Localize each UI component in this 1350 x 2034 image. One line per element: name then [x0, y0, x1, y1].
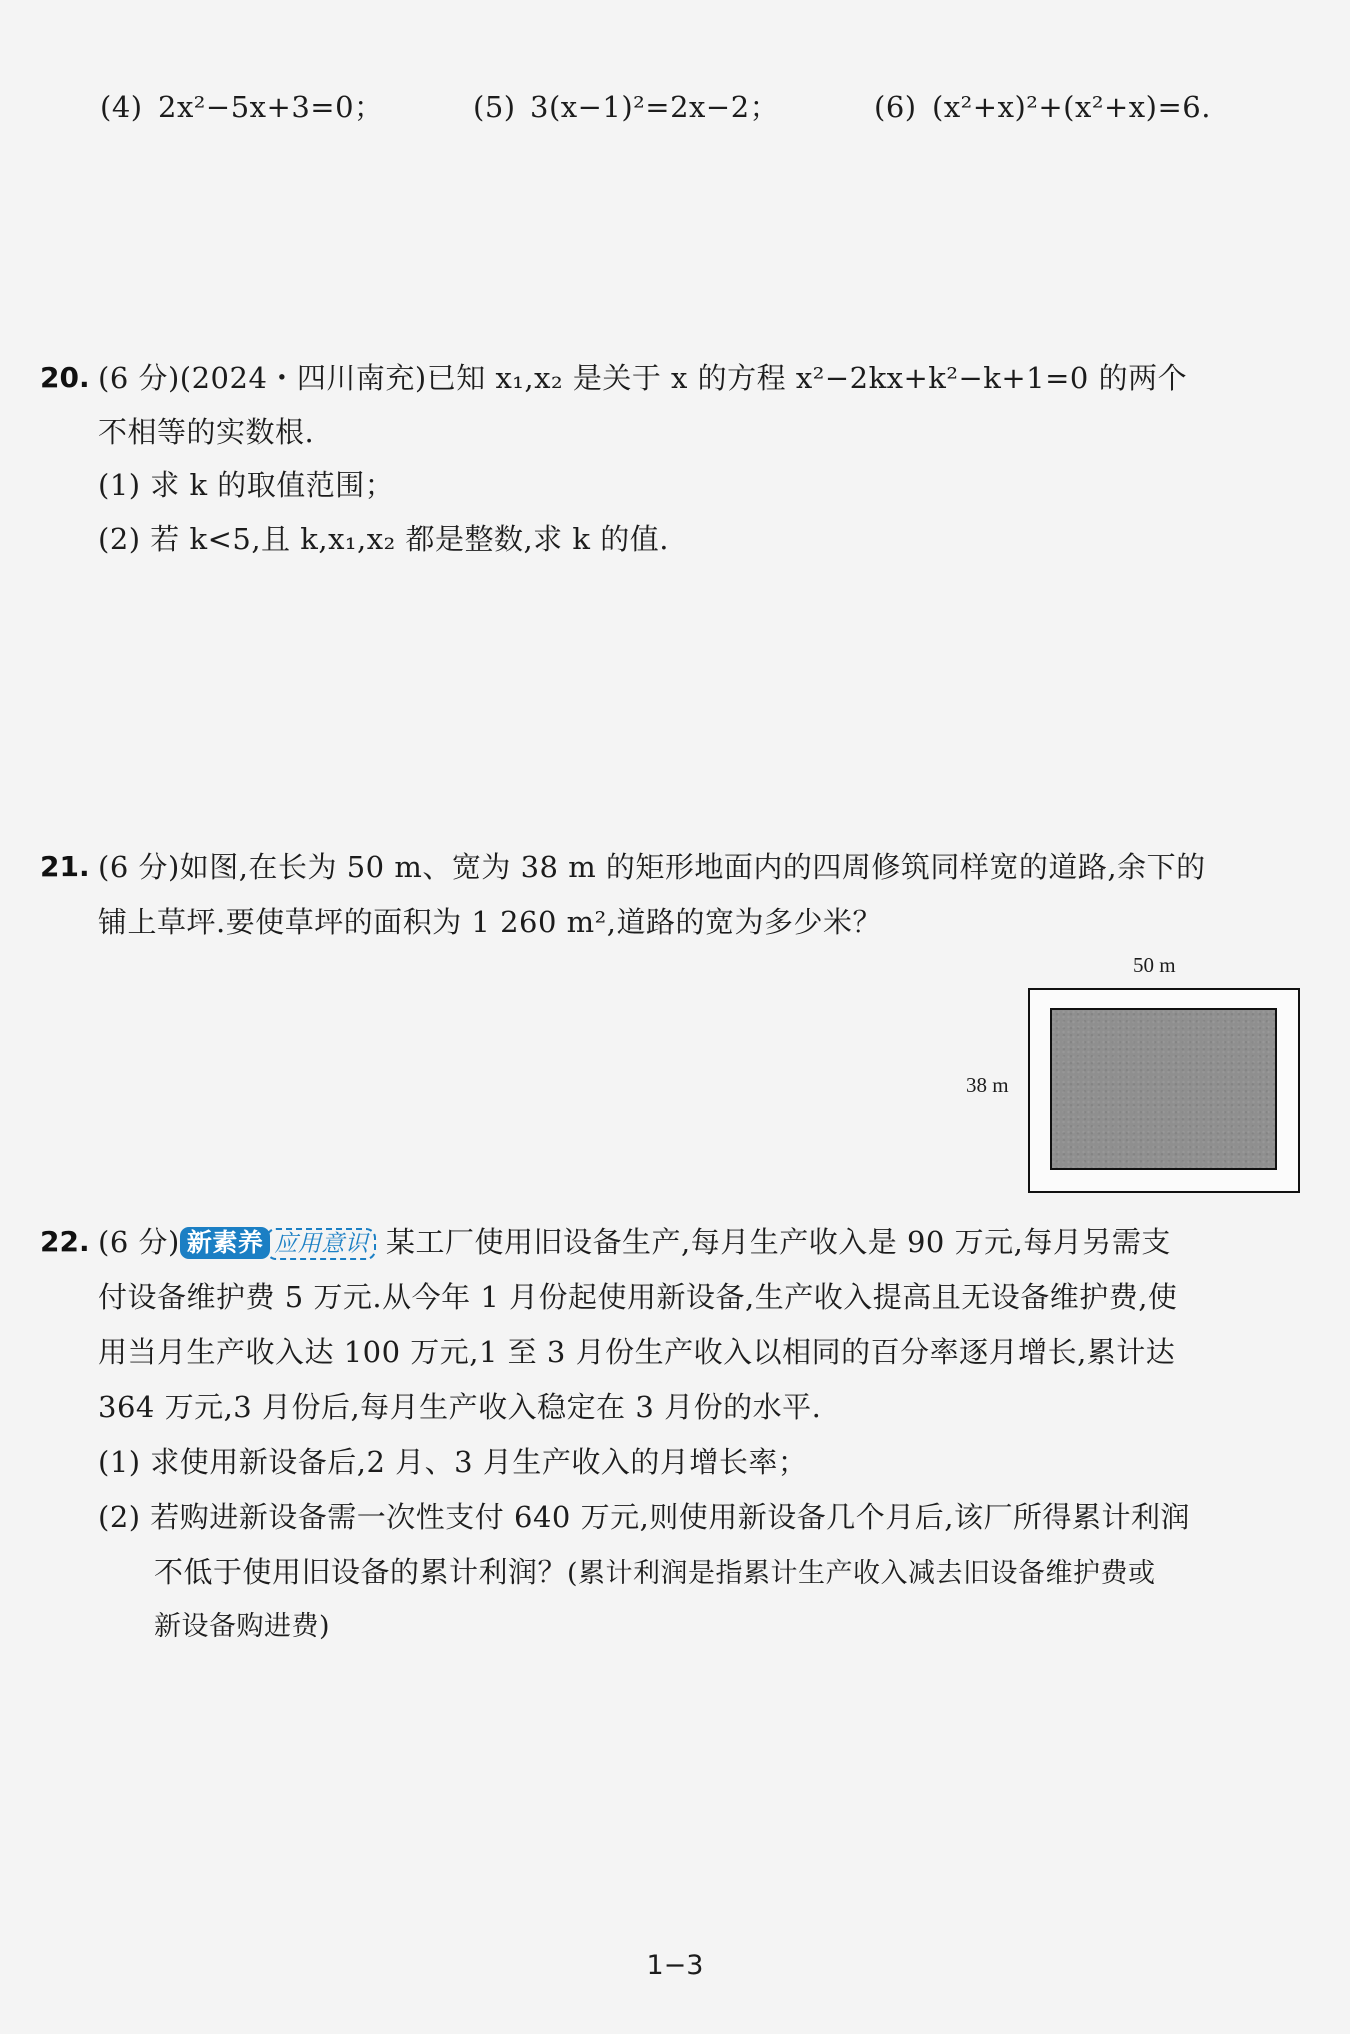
problem-22-line-1: [98, 1225, 1171, 1260]
problem-21-number: 21.: [40, 850, 90, 883]
problem-22-note-2: 新设备购进费): [154, 1611, 331, 1642]
problem-20-number: 20.: [40, 361, 90, 394]
problem-22-subquestion-2-line-1: (2) 若购进新设备需一次性支付 640 万元,则使用新设备几个月后,该厂所得累计利润: [98, 1500, 1191, 1534]
problem-22-line-3: 用当月生产收入达 100 万元,1 至 3 月份生产收入以相同的百分率逐月增长,累计达: [98, 1335, 1176, 1369]
equation-6: (x²+x)²+(x²+x)=6.: [932, 90, 1211, 124]
equation-4: 2x²−5x+3=0；: [158, 90, 384, 124]
equation-5: 3(x−1)²=2x−2；: [530, 90, 780, 124]
figure-height-label: 38 m: [966, 1073, 1009, 1097]
problem-22-number: 22.: [40, 1225, 90, 1258]
application-awareness-badge: 应用意识: [266, 1228, 376, 1260]
problem-20-line-1: (6 分)(2024・四川南充)已知 x₁,x₂ 是关于 x 的方程 x²−2kx+k²−k+1=0 的两个: [98, 361, 1188, 395]
problem-22-line-2: 付设备维护费 5 万元.从今年 1 月份起使用新设备,生产收入提高且无设备维护费,使: [98, 1280, 1178, 1314]
problem-22-subquestion-2-line-2: [154, 1555, 1156, 1591]
lawn-area-figure: [1050, 1008, 1277, 1170]
problem-22-line-4: 364 万元,3 月份后,每月生产收入稳定在 3 月份的水平.: [98, 1390, 822, 1424]
problem-22-points: (6 分): [98, 1225, 180, 1259]
problem-21-line-1: (6 分)如图,在长为 50 m、宽为 38 m 的矩形地面内的四周修筑同样宽的道路,余下的: [98, 850, 1206, 884]
problem-20-subquestion-1: (1) 求 k 的取值范围；: [98, 468, 395, 502]
problem-20-subquestion-2: (2) 若 k<5,且 k,x₁,x₂ 都是整数,求 k 的值.: [98, 522, 669, 556]
problem-22-text-1: 某工厂使用旧设备生产,每月生产收入是 90 万元,每月另需支: [386, 1225, 1171, 1259]
equation-item-4: (4): [100, 90, 143, 124]
new-literacy-badge: 新素养: [180, 1227, 271, 1259]
problem-21-line-2: 铺上草坪.要使草坪的面积为 1 260 m²,道路的宽为多少米？: [98, 905, 883, 939]
equation-item-6: (6): [874, 90, 917, 124]
problem-22-subquestion-2-text: 不低于使用旧设备的累计利润？: [154, 1555, 568, 1589]
problem-20-line-2: 不相等的实数根.: [98, 415, 315, 449]
figure-width-label: 50 m: [1133, 953, 1176, 977]
problem-22-note-1: (累计利润是指累计生产收入减去旧设备维护费或: [567, 1558, 1156, 1589]
equation-item-5: (5): [473, 90, 516, 124]
problem-22-subquestion-1: (1) 求使用新设备后,2 月、3 月生产收入的月增长率；: [98, 1445, 808, 1479]
page-number: 1−3: [646, 1950, 704, 1981]
